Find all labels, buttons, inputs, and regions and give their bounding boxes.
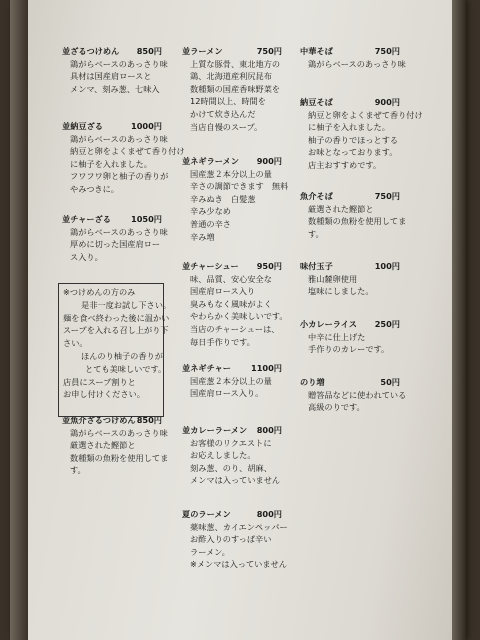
menu-item-price: 900円 (374, 97, 400, 107)
menu-item-name: 並ネギチャー (182, 363, 231, 373)
menu-item (300, 260, 400, 298)
menu-item-price: 950円 (256, 261, 282, 271)
menu-item (182, 155, 289, 243)
menu-item-description: 中辛に仕上げた (308, 331, 366, 342)
menu-item-description: 味、品質、安心安全な (190, 273, 272, 284)
menu-item-price: 1000円 (131, 121, 162, 131)
menu-item-description: に柚子を入れました。 (70, 158, 152, 169)
menu-item-price: 100円 (374, 261, 400, 271)
menu-item-description: 高級のりです。 (308, 402, 365, 413)
menu-item-price: 800円 (256, 509, 282, 519)
menu-item-description: お客様のリクエストに (190, 437, 272, 448)
menu-item-description: 贈答品などに使われている (308, 389, 407, 400)
menu-item-description: 辛み少なめ (190, 206, 231, 217)
menu-item-name: 並ネギラーメン (182, 156, 239, 166)
menu-item-description: 当店のチャーシューは、 (190, 323, 280, 334)
menu-item-description: お応えしました。 (190, 450, 256, 461)
menu-item-price: 750円 (256, 46, 282, 56)
menu-item-description: す。 (70, 465, 86, 476)
menu-item-description: フワフワ卵と柚子の香りが (70, 171, 169, 182)
menu-item-price: 850円 (136, 46, 162, 56)
menu-item-description: 店主おすすめです。 (308, 159, 382, 170)
note-line: 是非一度お試し下さい。 (81, 299, 172, 310)
menu-item-description: やみつきに。 (70, 183, 119, 194)
menu-item-description: 厳選された鰹節と (308, 203, 374, 214)
menu-item-description: 国産肩ロース入り (190, 286, 256, 297)
menu-item-description: やわらかく美味しいです。 (190, 311, 288, 322)
menu-item-description: 毎日手作りです。 (190, 336, 255, 347)
menu-item-description: 鶏がらベースのあっさり味 (308, 58, 406, 69)
menu-item (62, 120, 185, 196)
menu-item-description: 国産葱２本分以上の量 (190, 168, 272, 179)
menu-item-description: 数種類の魚粉を使用してま (308, 216, 407, 227)
menu-item-price: 50円 (380, 377, 400, 387)
note-line: さい。 (63, 338, 88, 349)
menu-item (300, 190, 407, 240)
menu-item-name: 魚介そば (300, 191, 333, 201)
menu-item-description: 数種類の国産香味野菜を (190, 83, 281, 94)
menu-item-description: 辛みぬき 白髪葱 (190, 193, 256, 204)
menu-item-name: 並魚介ざるつけめん (62, 415, 136, 425)
menu-item-description: に柚子を入れました。 (308, 122, 390, 133)
note-line: 店員にスープ割りと (63, 376, 136, 387)
note-line: 麺を食べ終わった後に温かい (63, 312, 170, 323)
menu-item-name: 並チャーシュー (182, 261, 239, 271)
menu-item-description: ラーメン。 (190, 546, 230, 557)
menu-item-description: 鶏がらベースのあっさり味 (70, 58, 168, 69)
menu-item-name: 小カレーライス (300, 319, 357, 329)
menu-item-description: かけて炊き込んだ (190, 108, 256, 119)
menu-item-description: 鶏、北海道産利尻昆布 (190, 71, 272, 82)
menu-item-description: 国産葱２本分以上の量 (190, 375, 272, 386)
menu-item-description: メンマは入っていません (190, 475, 281, 486)
menu-item-description: 薬味葱、カイエンペッパー (190, 521, 288, 532)
note-line: ほんのり柚子の香りが (81, 350, 163, 361)
menu-item (182, 260, 288, 348)
menu-item-name: 夏のラーメン (182, 509, 231, 519)
menu-item-description: 上質な豚骨、東北地方の (190, 58, 281, 69)
menu-item (300, 376, 407, 414)
menu-item-description: お味となっております。 (308, 147, 398, 158)
menu-item-description: メンマ、刻み葱、七味入 (70, 83, 160, 94)
menu-item-description: 手作りのカレーです。 (308, 344, 390, 355)
menu-item-description: 普通の辛さ (190, 218, 231, 229)
menu-item-price: 750円 (374, 46, 400, 56)
menu-item (62, 45, 168, 95)
menu-item-description: 塩味にしました。 (308, 286, 374, 297)
note-line: スープを入れる召し上がり下 (63, 325, 169, 336)
menu-item (62, 414, 169, 477)
menu-item-price: 850円 (136, 415, 162, 425)
menu-item (300, 96, 423, 172)
menu-item-price: 250円 (374, 319, 400, 329)
menu-item-description: お酢入りのすっぱ辛い (190, 534, 272, 545)
menu-item-name: 並ざるつけめん (62, 46, 120, 56)
menu-item-description: 納豆と卵をよくまぜて香り付け (70, 146, 185, 157)
tsukemen-note-box (58, 283, 172, 417)
menu-item-price: 900円 (256, 156, 282, 166)
menu-item-description: 厳選された鰹節と (70, 440, 136, 451)
note-line: とても美味しいです。 (85, 363, 167, 374)
menu-item (300, 45, 406, 70)
menu-item-price: 1100円 (251, 363, 282, 373)
menu-item (62, 213, 168, 263)
menu-item-name: 並チャーざる (62, 214, 111, 224)
menu-item-name: 並納豆ざる (62, 121, 103, 131)
menu-item-description: 12時間以上、時間を (190, 96, 266, 107)
menu-item-description: 具材は国産肩ロースと (70, 71, 152, 82)
menu-item-description: 国産肩ロース入り。 (190, 388, 264, 399)
menu-item-description: 辛さの調節できます 無料 (190, 181, 289, 192)
menu-item (182, 362, 282, 400)
menu-item-description: 刻み葱、のり、胡麻、 (190, 462, 272, 473)
menu-item-description: 雅山麓卵使用 (308, 273, 358, 284)
menu-item (182, 45, 282, 133)
menu-item-name: 並カレーラーメン (182, 425, 248, 435)
menu-item-name: 味付玉子 (300, 261, 333, 271)
menu-item-description: 鶏がらベースのあっさり味 (70, 427, 168, 438)
menu-item-price: 800円 (256, 425, 282, 435)
menu-item-description: 数種類の魚粉を使用してま (70, 452, 169, 463)
menu-item-description: 辛み増 (190, 231, 215, 242)
menu-item-name: のり増 (300, 377, 325, 387)
menu-item-price: 750円 (374, 191, 400, 201)
page-shadow-left (10, 0, 28, 640)
menu-item (300, 318, 400, 356)
menu-item-description: す。 (308, 228, 324, 239)
menu-item-description: ス入り。 (70, 251, 103, 262)
menu-item-name: 中華そば (300, 46, 333, 56)
menu-item (182, 424, 282, 487)
menu-item-description: 柚子の香りでほっとする (308, 134, 399, 145)
menu-item-price: 1050円 (131, 214, 162, 224)
menu-item-name: 並ラーメン (182, 46, 223, 56)
note-line: ※つけめんの方のみ (63, 287, 136, 297)
menu-item (182, 508, 288, 571)
menu-item-description: 臭みもなく風味がよく (190, 298, 272, 309)
menu-item-name: 納豆そば (300, 97, 333, 107)
menu-item-description: 納豆と卵をよくまぜて香り付け (308, 109, 423, 120)
menu-item-description: 鶏がらベースのあっさり味 (70, 133, 168, 144)
menu-item-description: 鶏がらベースのあっさり味 (70, 226, 168, 237)
note-line: お申し付けください。 (63, 389, 145, 400)
page-shadow-right (452, 0, 466, 640)
menu-item-description: ※メンマは入っていません (190, 559, 287, 570)
menu-item-description: 厚めに切った国産肩ロー (70, 239, 161, 250)
menu-item-description: 当店自慢のスープ。 (190, 121, 263, 132)
